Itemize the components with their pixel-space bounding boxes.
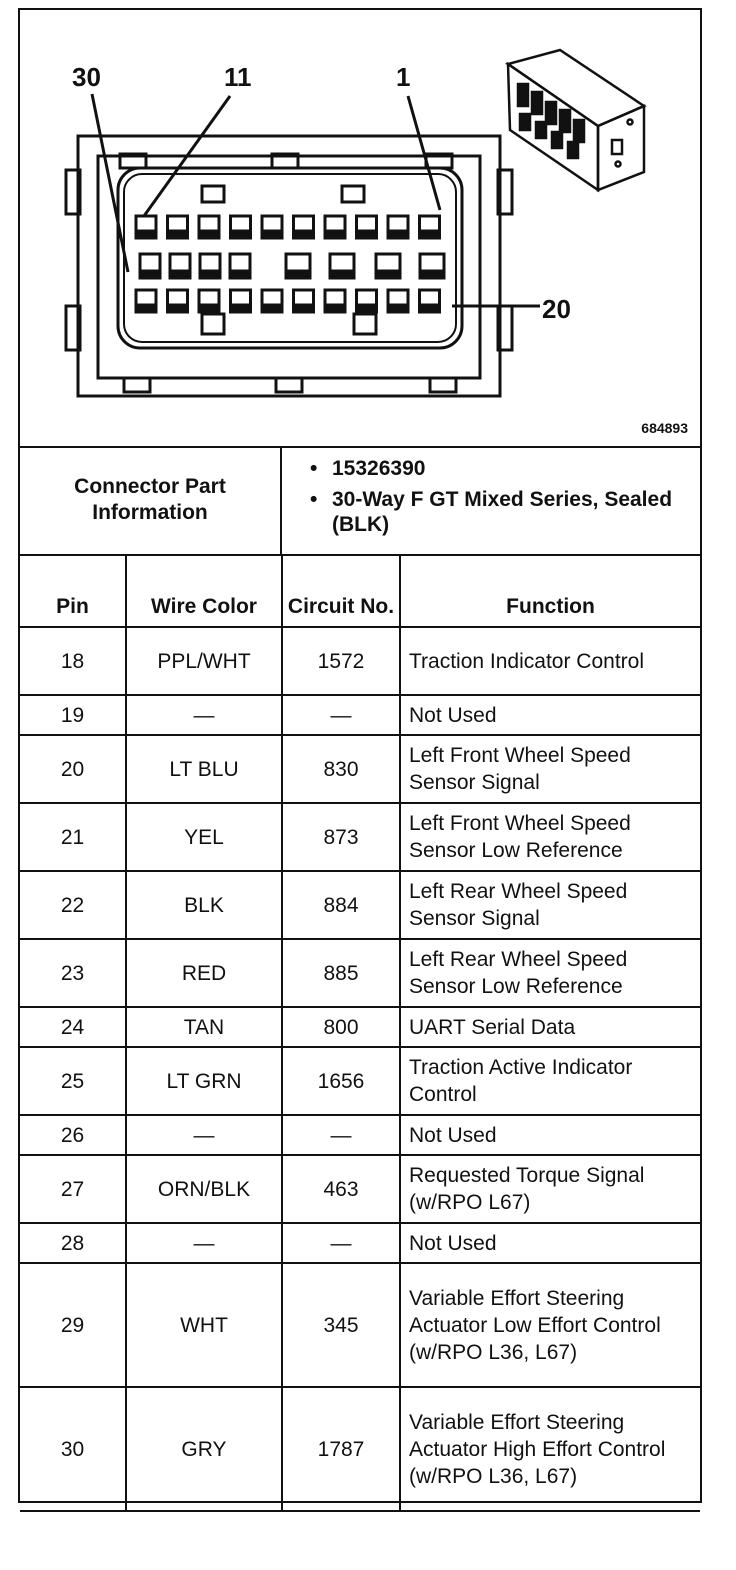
wire-color-cell: LT GRN [126,1047,282,1115]
callout-pin-11: 11 [224,62,252,92]
function-cell: Left Front Wheel Speed Sensor Signal [400,735,700,803]
callout-pin-20: 20 [542,294,571,324]
housing-inner [98,156,480,378]
function-cell: Traction Indicator Control [400,627,700,695]
circuit-cell: 830 [282,735,400,803]
pin-cell: 29 [20,1263,126,1387]
function-cell: Traction Active Indicator Control [400,1047,700,1115]
connector-part-info [20,446,700,556]
circuit-cell: 885 [282,939,400,1007]
wire-color-cell: YEL [126,803,282,871]
figure-id: 684893 [641,420,688,436]
wire-color-cell: LT BLU [126,735,282,803]
pin-cell: 28 [20,1223,126,1263]
table-row [20,1223,700,1263]
table-row [20,627,700,695]
header-wire-color: Wire Color [126,554,282,627]
function-cell: Not Used [400,1223,700,1263]
function-cell: Left Rear Wheel Speed Sensor Low Reference [400,939,700,1007]
header-function: Function [400,554,700,627]
connector-sheet [18,8,702,1503]
connector-description: • 30-Way F GT Mixed Series, Sealed (BLK) [310,487,700,537]
table-row [20,695,700,735]
connector-diagram [20,10,700,448]
callout-pin-30: 30 [72,62,101,92]
table-row [20,1387,700,1511]
header-circuit: Circuit No. [282,554,400,627]
wire-color-cell: RED [126,939,282,1007]
table-row [20,1007,700,1047]
wire-color-cell: — [126,1223,282,1263]
wire-color-cell: — [126,1115,282,1155]
function-cell: Not Used [400,695,700,735]
circuit-cell: 873 [282,803,400,871]
pin-cell: 27 [20,1155,126,1223]
pin-cell: 22 [20,871,126,939]
circuit-cell: — [282,1115,400,1155]
connector-info-label: Connector Part Information [20,446,282,554]
pin-cell: 20 [20,735,126,803]
pin-cell: 21 [20,803,126,871]
table-row [20,871,700,939]
function-cell: Variable Effort Steering Actuator Low Effort Control (w/RPO L36, L67) [400,1263,700,1387]
function-cell: Not Used [400,1115,700,1155]
function-cell: UART Serial Data [400,1007,700,1047]
wire-color-cell: WHT [126,1263,282,1387]
circuit-cell: 1572 [282,627,400,695]
pin-cell: 24 [20,1007,126,1047]
table-row [20,803,700,871]
function-cell: Left Front Wheel Speed Sensor Low Reference [400,803,700,871]
callout-pin-1: 1 [396,62,411,92]
table-row [20,1155,700,1223]
circuit-cell: 1656 [282,1047,400,1115]
circuit-cell: — [282,1223,400,1263]
pin-cell: 23 [20,939,126,1007]
pin-cell: 25 [20,1047,126,1115]
circuit-cell: 884 [282,871,400,939]
connector-3d-view [508,50,644,190]
circuit-cell: 1787 [282,1387,400,1511]
wire-color-cell: ORN/BLK [126,1155,282,1223]
pin-rows [136,216,444,312]
wire-color-cell: BLK [126,871,282,939]
circuit-cell: 463 [282,1155,400,1223]
function-cell: Left Rear Wheel Speed Sensor Signal [400,871,700,939]
function-cell: Requested Torque Signal (w/RPO L67) [400,1155,700,1223]
part-number: • 15326390 [310,456,700,481]
table-row [20,1047,700,1115]
header-pin: Pin [20,554,126,627]
pin-cell: 18 [20,627,126,695]
table-header-row [20,554,700,627]
pin-cell: 30 [20,1387,126,1511]
table-row [20,939,700,1007]
wire-color-cell: GRY [126,1387,282,1511]
wire-color-cell: PPL/WHT [126,627,282,695]
pin-cell: 26 [20,1115,126,1155]
connector-info-list [282,446,700,554]
function-cell: Variable Effort Steering Actuator High Effort Control (w/RPO L36, L67) [400,1387,700,1511]
circuit-cell: 345 [282,1263,400,1387]
pinout-table [20,554,700,1512]
wire-color-cell: TAN [126,1007,282,1047]
circuit-cell: 800 [282,1007,400,1047]
table-row [20,735,700,803]
connector-drawing [20,10,700,446]
table-row [20,1263,700,1387]
wire-color-cell: — [126,695,282,735]
circuit-cell: — [282,695,400,735]
table-row [20,1115,700,1155]
pin-cell: 19 [20,695,126,735]
